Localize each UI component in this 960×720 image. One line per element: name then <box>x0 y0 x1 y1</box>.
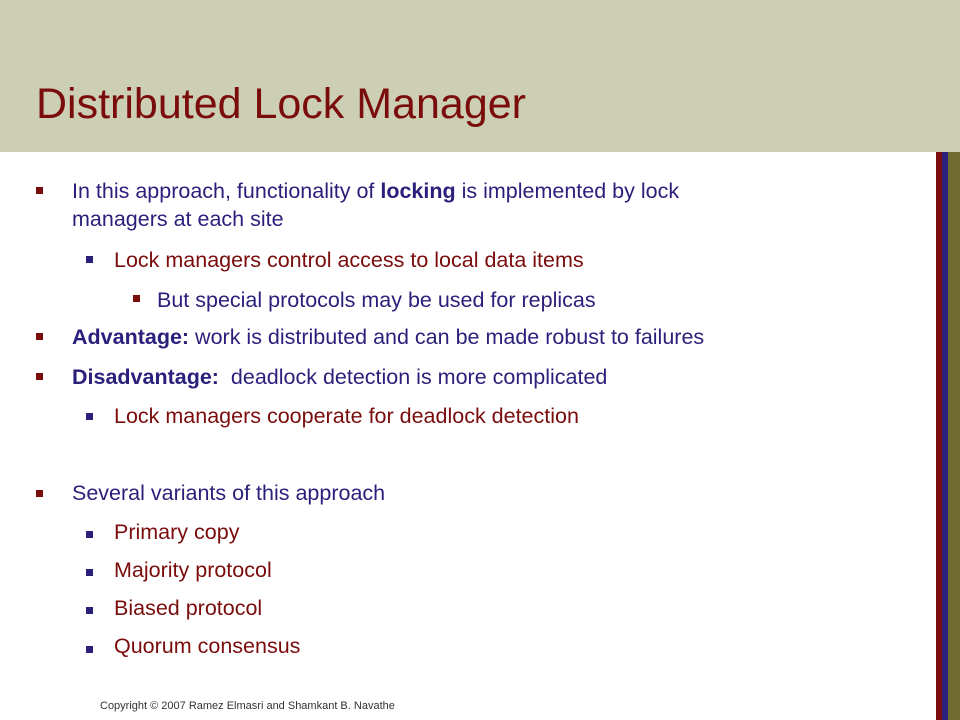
slide-title: Distributed Lock Manager <box>36 80 526 128</box>
bullet-1-line-1 <box>72 178 679 204</box>
bullet-icon <box>86 646 93 653</box>
bullet-icon <box>133 295 140 302</box>
bullet-4-sub-2: Majority protocol <box>114 558 272 582</box>
bullet-icon <box>36 333 43 340</box>
bullet-4-sub-4: Quorum consensus <box>114 634 301 658</box>
bullet-3 <box>72 364 607 390</box>
bullet-icon <box>86 256 93 263</box>
bullet-1-bold: locking <box>380 179 456 203</box>
bullet-3-sub-1: Lock managers cooperate for deadlock detection <box>114 404 579 428</box>
bullet-2 <box>72 324 704 350</box>
bullet-icon <box>86 531 93 538</box>
bullet-1-line-2: managers at each site <box>72 207 284 231</box>
bullet-icon <box>86 413 93 420</box>
bullet-4: Several variants of this approach <box>72 481 386 505</box>
bullet-1-text-post: is implemented by lock <box>455 179 680 203</box>
bullet-icon <box>86 569 93 576</box>
bullet-2-bold: Advantage: <box>72 325 190 349</box>
bullet-3-bold: Disadvantage: <box>72 365 219 389</box>
bullet-icon <box>36 187 43 194</box>
bullet-icon <box>36 490 43 497</box>
bullet-1-sub-1: Lock managers control access to local data items <box>114 248 584 272</box>
bullet-3-text: deadlock detection is more complicated <box>218 365 608 389</box>
stripe-olive <box>948 152 960 720</box>
bullet-1-text-pre: In this approach, functionality of <box>72 179 381 203</box>
bullet-icon <box>36 373 43 380</box>
bullet-icon <box>86 607 93 614</box>
decorative-stripes <box>936 152 960 720</box>
bullet-4-sub-1: Primary copy <box>114 520 240 544</box>
bullet-4-sub-3: Biased protocol <box>114 596 263 620</box>
copyright-footer: Copyright © 2007 Ramez Elmasri and Shamkant B. Navathe <box>100 700 395 712</box>
bullet-2-text: work is distributed and can be made robust to failures <box>189 325 705 349</box>
bullet-1-sub-1-sub-1: But special protocols may be used for replicas <box>157 288 596 312</box>
